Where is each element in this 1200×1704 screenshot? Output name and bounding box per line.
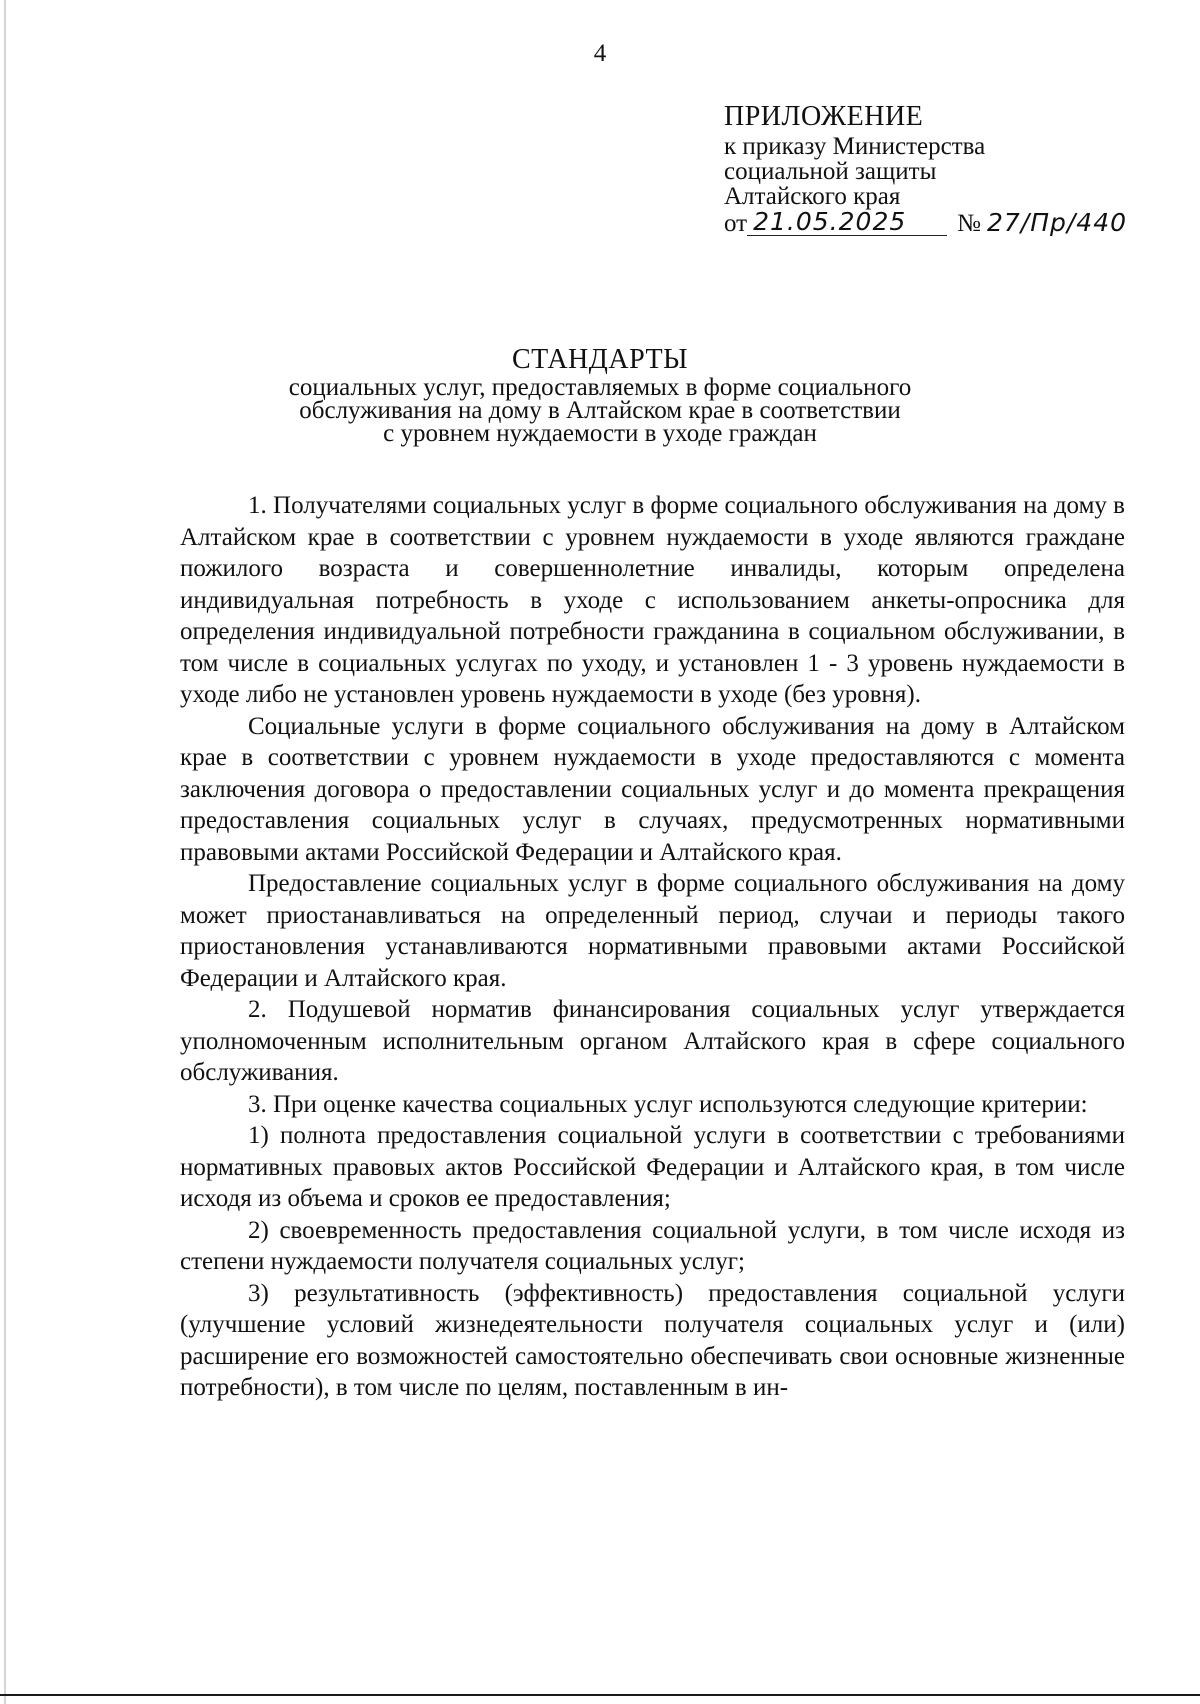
document-title-block [0, 344, 1200, 445]
scan-left-edge [4, 0, 6, 1704]
date-prefix: от [724, 210, 748, 237]
document-body [180, 490, 1125, 1404]
paragraph-8: 3) результативность (эффективность) предоставления социальной услуги (улучшение условий жизнедеятельности получателя социальных услуг и (или) расширение его возможностей самостоятельно обеспечивать свои основные жизненные потребности), в том числе по целям, поставленным в ин- [180, 1279, 1125, 1401]
document-title: СТАНДАРТЫ [511, 344, 689, 375]
paragraph-2: Социальные услуги в форме социального обслуживания на дому в Алтайском крае в соответствии с уровнем нуждаемости в уходе предоставляются с момента заключения договора о предоставлении социальных услуг и до момента прекращения предоставления социальных услуг в случаях, предусмотренных нормативными правовыми актами Российской Федерации и Алтайского края. [180, 712, 1125, 866]
paragraph-7: 2) своевременность предоставления социальной услуги, в том числе исходя из степени нуждаемости получателя социальных услуг; [180, 1216, 1125, 1275]
handwritten-date: 21.05.2025 [747, 209, 947, 236]
paragraph-6: 1) полнота предоставления социальной услуги в соответствии с требованиями нормативных правовых актов Российской Федерации и Алтайского края, в том числе исходя из объема и сроков ее предоставления; [180, 1122, 1125, 1212]
scan-bottom-edge [0, 1694, 1200, 1696]
appendix-line-3: Алтайского края [724, 183, 901, 210]
document-subtitle-line-2: обслуживания на дому в Алтайском крае в соответствии [299, 397, 901, 424]
appendix-date-number-line [724, 209, 1184, 241]
appendix-block [724, 100, 1184, 241]
appendix-line-2: социальной защиты [724, 158, 937, 185]
paragraph-3: Предоставление социальных услуг в форме социального обслуживания на дому может приостанавливаться на определенный период, случаи и периоды такого приостановления устанавливаются нормативными правовыми актами Российской Федерации и Алтайского края. [180, 870, 1125, 992]
number-label: № [957, 210, 981, 237]
paragraph-4: 2. Подушевой норматив финансирования социальных услуг утверждается уполномоченным исполнительным органом Алтайского края в сфере социального обслуживания. [180, 996, 1125, 1086]
paragraph-1: 1. Получателями социальных услуг в форме социального обслуживания на дому в Алтайском крае в соответствии с уровнем нуждаемости в уходе являются граждане пожилого возраста и совершеннолетние инвалиды, которым определена индивидуальная потребность в уходе с использованием анкеты-опросника для определения индивидуальной потребности гражданина в социальном обслуживании, в том числе в социальных услугах по уходу, и установлен 1 - 3 уровень нуждаемости в уходе либо не установлен уровень нуждаемости в уходе (без уровня). [180, 492, 1125, 708]
appendix-line-1: к приказу Министерства [724, 133, 986, 160]
page-number: 4 [593, 40, 607, 67]
paragraph-5: 3. При оценке качества социальных услуг используются следующие критерии: [248, 1090, 1088, 1118]
document-subtitle-line-1: социальных услуг, предоставляемых в форме социального [288, 374, 912, 401]
appendix-title: ПРИЛОЖЕНИЕ [724, 101, 924, 132]
document-subtitle-line-3: с уровнем нуждаемости в уходе граждан [383, 420, 817, 447]
handwritten-order-number: 27/Пр/440 [986, 208, 1128, 237]
